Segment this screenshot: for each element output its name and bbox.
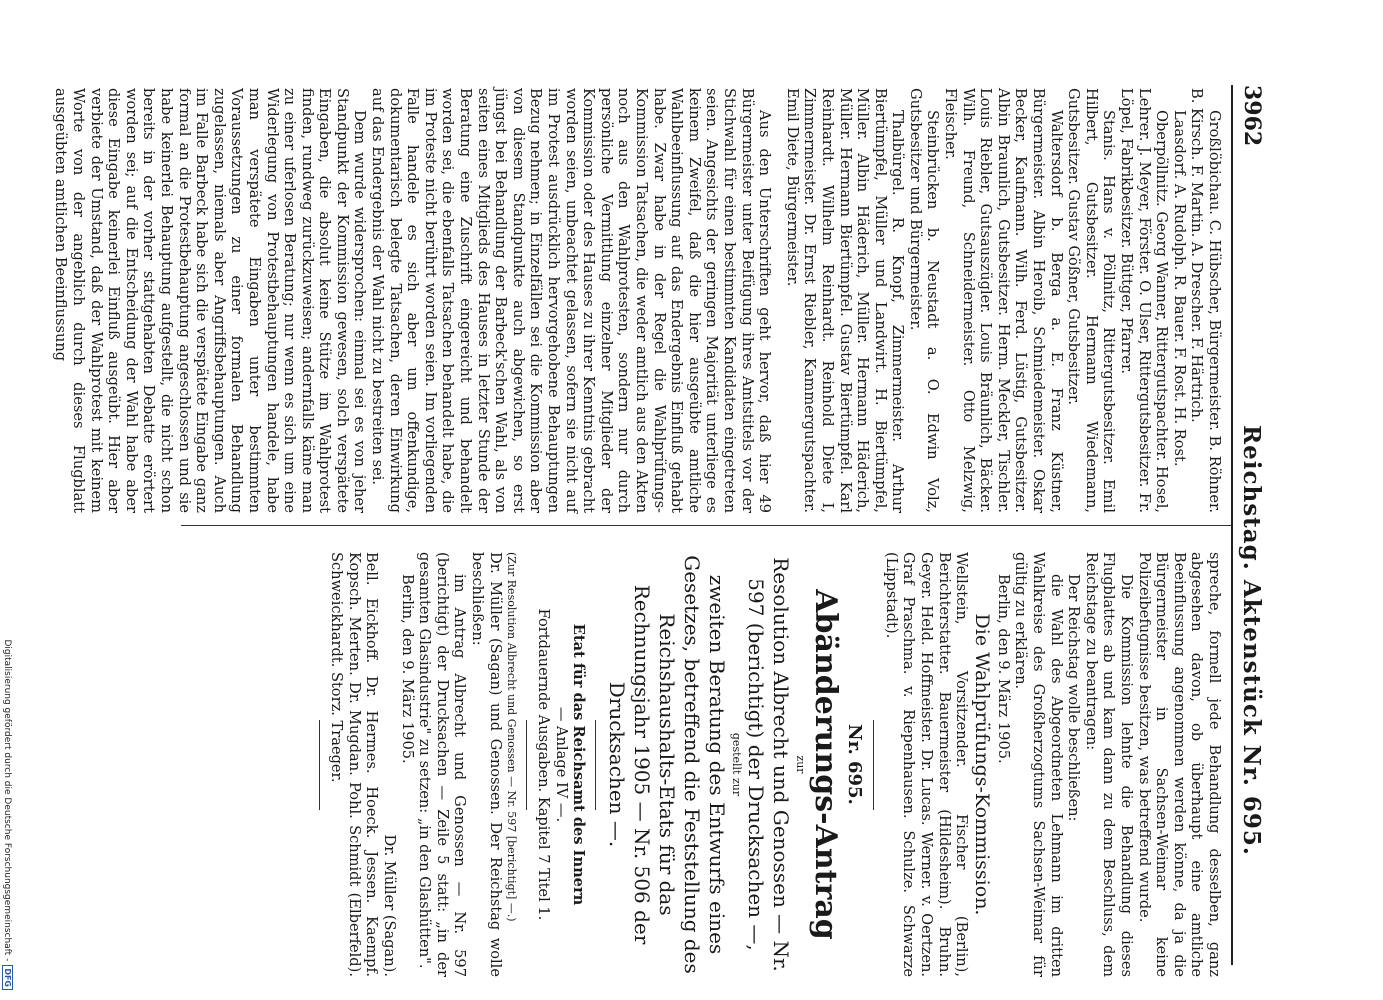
committee-name: Die Wahlprüfungs-Kommission.: [971, 613, 994, 916]
heading-gestellt: gestellt zur: [730, 732, 744, 797]
digitization-footer: [1, 520, 13, 990]
bill-reference: zweiten Beratung des Entwurfs eines Gesetzes, betreffend die Feststellung des Reichshaushalts-Etats für das Rechnungsjahr 1905 — Nr. 506 der Drucksachen —.: [605, 555, 730, 974]
body-paragraph: spreche, formell jede Behandlung desselben, ganz abgesehen davon, ob überhaupt eine amtliche Beeinflussung angenommen werden könne, da ja die Bürgermeister in Sachsen-Weimar keine Polizeibefugnisse besitzen, was betreffend wurde.: [1135, 552, 1223, 977]
etat-chapter: Fortdauernde Ausgaben. Kapitel 7 Titel 1.: [535, 608, 553, 921]
amendment-intro: Dr. Müller (Sagan) und Genossen. Der Reichstag wolle beschließen:: [468, 552, 504, 977]
left-column: [52, 88, 1223, 513]
dfg-logo: DFG: [2, 965, 13, 990]
signatories-steinbruecken: Steinbrücken b. Neustadt a. O. Edwin Volz, Gutsbesitzer und Bürgermeister.: [906, 88, 942, 513]
co-signers: Bell. Eickhoff. Dr. Hermes. Hoeck. Jessen. Kaempf. Kopsch. Merten. Dr. Mugdan. Pohl. Schmidt (Elberfeld). Schweickhardt. Storz. Traeger.: [328, 552, 381, 977]
heading-zur: zur: [794, 755, 808, 774]
footer-text: Digitalisierung gefördert durch die Deutsche Forschungsgemeinschaft -: [2, 639, 12, 962]
section-rule: [595, 720, 596, 810]
resolution-ref: Resolution Albrecht und Genossen — Nr. 597 (berichtigt) der Drucksachen —,: [744, 557, 794, 972]
page-number: 3962: [1239, 85, 1265, 147]
header-rule: [1231, 85, 1233, 965]
date-line: Berlin, den 9. März 1905.: [398, 574, 416, 764]
motion-text: die Wahl des Abgeordneten Lehmann im dritten Wahlkreise des Großherzogtums Sachsen-Weimar für gültig zu erklären.: [1012, 552, 1065, 977]
resolution-note: (Zur Resolution Albrecht und Genossen — Nr. 597 [berichtigt] —.): [504, 552, 518, 922]
column-divider: [181, 525, 1231, 526]
section-heading: Abänderungs-Antrag: [808, 589, 844, 940]
signatories-stanis: Stanis. Hans v. Pöllnitz, Rittergutsbesitzer. Emil Hilbert, Gutsbesitzer. Hermann Wiedemann, Gutsbesitzer. Gustav Gößner, Gutsbesitzer.: [1065, 88, 1118, 513]
body-paragraph: Dem wurde widersprochen: einmal sei es von jeher Standpunkt der Kommission gewesen, solch verspätete Eingaben, die absolut keine Stütze im Wahlprotest finden, rundweg zurückzuweisen; andernfalls käme man zu einer uferlosen Beratung; nur wenn es sich um eine Widerlegung von Protestbehauptungen handele, habe man verspätete Eingaben unter bestimmten Voraussetzungen zu einer formalen Behandlung zugelassen, niemals aber Angriffsbehauptungen. Auch im Falle Barbeck habe sich die verspätete Eingabe ganz formal an die Protestbehauptung angeschlossen und sie habe keinerlei Behauptung aufgestellt, die nicht schon bereits in der vorher stattgehabten Debatte erörtert worden sei; auf die Entscheidung der Wahl habe aber diese Eingabe keinerlei Einfluß ausgeübt. Hier aber verbiete der Umstand, daß der Wahlprotest mit keinem Worte von der angeblich durch dieses Flugblatt ausgeübten amtlichen Beeinflussung: [52, 88, 369, 513]
etat-title: Etat für das Reichsamt des Innern: [570, 623, 588, 906]
body-paragraph: Die Kommission lehnte die Behandlung dieses Flugblattes ab und kam dann zu dem Beschluss, dem Reichstage zu beantragen:: [1082, 552, 1136, 977]
section-rule: [526, 720, 527, 810]
section-rule: [319, 720, 320, 810]
motion-intro: Der Reichstag wolle beschließen:: [1065, 574, 1083, 822]
date-line: Berlin, den 9. März 1905.: [994, 574, 1012, 764]
signatories-waltersdorf: Waltersdorf b. Berga a. E. Franz Küstner, Bürgermeister. Albin Heroib, Schmiedemeister. Oskar Becker, Kaufmann. Wilh. Ferd. Lüstig, Gutsbesitzer. Albin Braunlich, Gutsbesitzer. Herm. Meckler, Tischler. Louis Riebler, Gutsauszügler. Louis Bräunlich, Bäcker. Wilh. Freund, Schneidermeister. Otto Melzwig, Fleischer.: [942, 88, 1065, 513]
amendment-text: im Antrag Albrecht und Genossen — Nr. 597 (berichtigt) der Drucksachen — Zeile 5 statt: „in der gesamten Glasindustrie" zu setzen: „in den Glashütten".: [416, 552, 469, 977]
body-paragraph: Aus den Unterschriften geht hervor, daß hier 49 Bürgermeister unter Beifügung ihres Amtstitels vor der Stichwahl für einen bestimmten Kandidaten eingetreten seien. Angesichts der geringen Majorität unterliege es keinem Zweifel, daß die hier ausgeübte amtliche Wahlbeeinflussung auf das Endergebnis Einfluß gehabt habe. Zwar habe in der Regel die Wahlprüfungs-Kommission Tatsachen, die weder amtlich aus den Akten noch aus den Wahlprotesten, sondern nur durch persönliche Vermittlung einzelner Mitglieder der Kommission oder des Hauses zu ihrer Kenntnis gebracht worden seien, unbeachtet gelassen, sofern sie nicht auf im Protest ausdrücklich hervorgehobene Behauptungen Bezug nehmen; in Einzelfällen sei die Kommission aber von diesem Standpunkte auch abgewichen, so erst jüngst bei Behandlung der Barbeck'schen Wahl, als von seiten eines Mitglieds des Hauses in letzter Stunde der Beratung eine Zuschrift eingereicht und behandelt worden sei, die ebenfalls Tatsachen behandelt habe, die im Proteste nicht berührt worden seien. Im vorliegenden Falle handele es sich aber um offenkundige, dokumentarisch belegte Tatsachen, deren Einwirkung auf das Endergebnis der Wahl nicht zu bestreiten sei.: [369, 88, 774, 513]
page-title: Reichstag. Aktenstück Nr. 695.: [1238, 425, 1265, 856]
signatories-grossloebichau: Großlöbichau. C. Hübscher, Bürgermeister. B. Röhner. B. Kirsch. F. Martin. A. Drescher. F. Härtrich.: [1188, 88, 1223, 513]
section-rule: [873, 720, 874, 810]
signatories-laasdorf: Laasdorf. A. Rudolph. R. Bauer. F. Rost. H. Rost.: [1170, 110, 1188, 467]
signature: Dr. Müller (Sagan).: [380, 834, 398, 977]
right-column: [311, 552, 1223, 977]
signatories-thalbuergel: Thalbürgel. R. Knopf, Zimmermeister. Arthur Biertümpfel, Müller und Landwirt. H. Biertümpfel, Müller. Albin Häderich, Müller. Hermann Häderich, Müller. Hermann Biertümpfel. Gustav Biertümpfel. Karl Reinhardt. Wilhelm Reinhardt. Reinhold Diete I, Zimmermeister. Dr. Ernst Riebler, Kammergutspachter. Emil Diete, Bürgermeister.: [783, 88, 907, 513]
etat-anlage: — Anlage IV —.: [552, 706, 570, 823]
committee-members: Wellstein, Vorsitzender. Fischer (Berlin), Berichterstatter. Bauermeister (Hildesheim). Bruhn. Geyer. Held. Hoffmeister. Dr. Lucas. Werner. v. Oertzen. Graf Praschma. v. Riepenhausen. Schulze. Schwarze (Lippstadt).: [882, 552, 971, 977]
page-header: [1235, 85, 1265, 965]
document-number: Nr. 695.: [844, 724, 866, 805]
signatories-oberpoellnitz: Oberpöllnitz. Georg Wanner, Rittergutspachter. Hosel, Lehrer. J. Meyer, Förster. O. Ulser, Rittergutsbesitzer. Fr. Löpel, Fabrikbesitzer. Büttger, Pfarrer.: [1118, 88, 1171, 513]
